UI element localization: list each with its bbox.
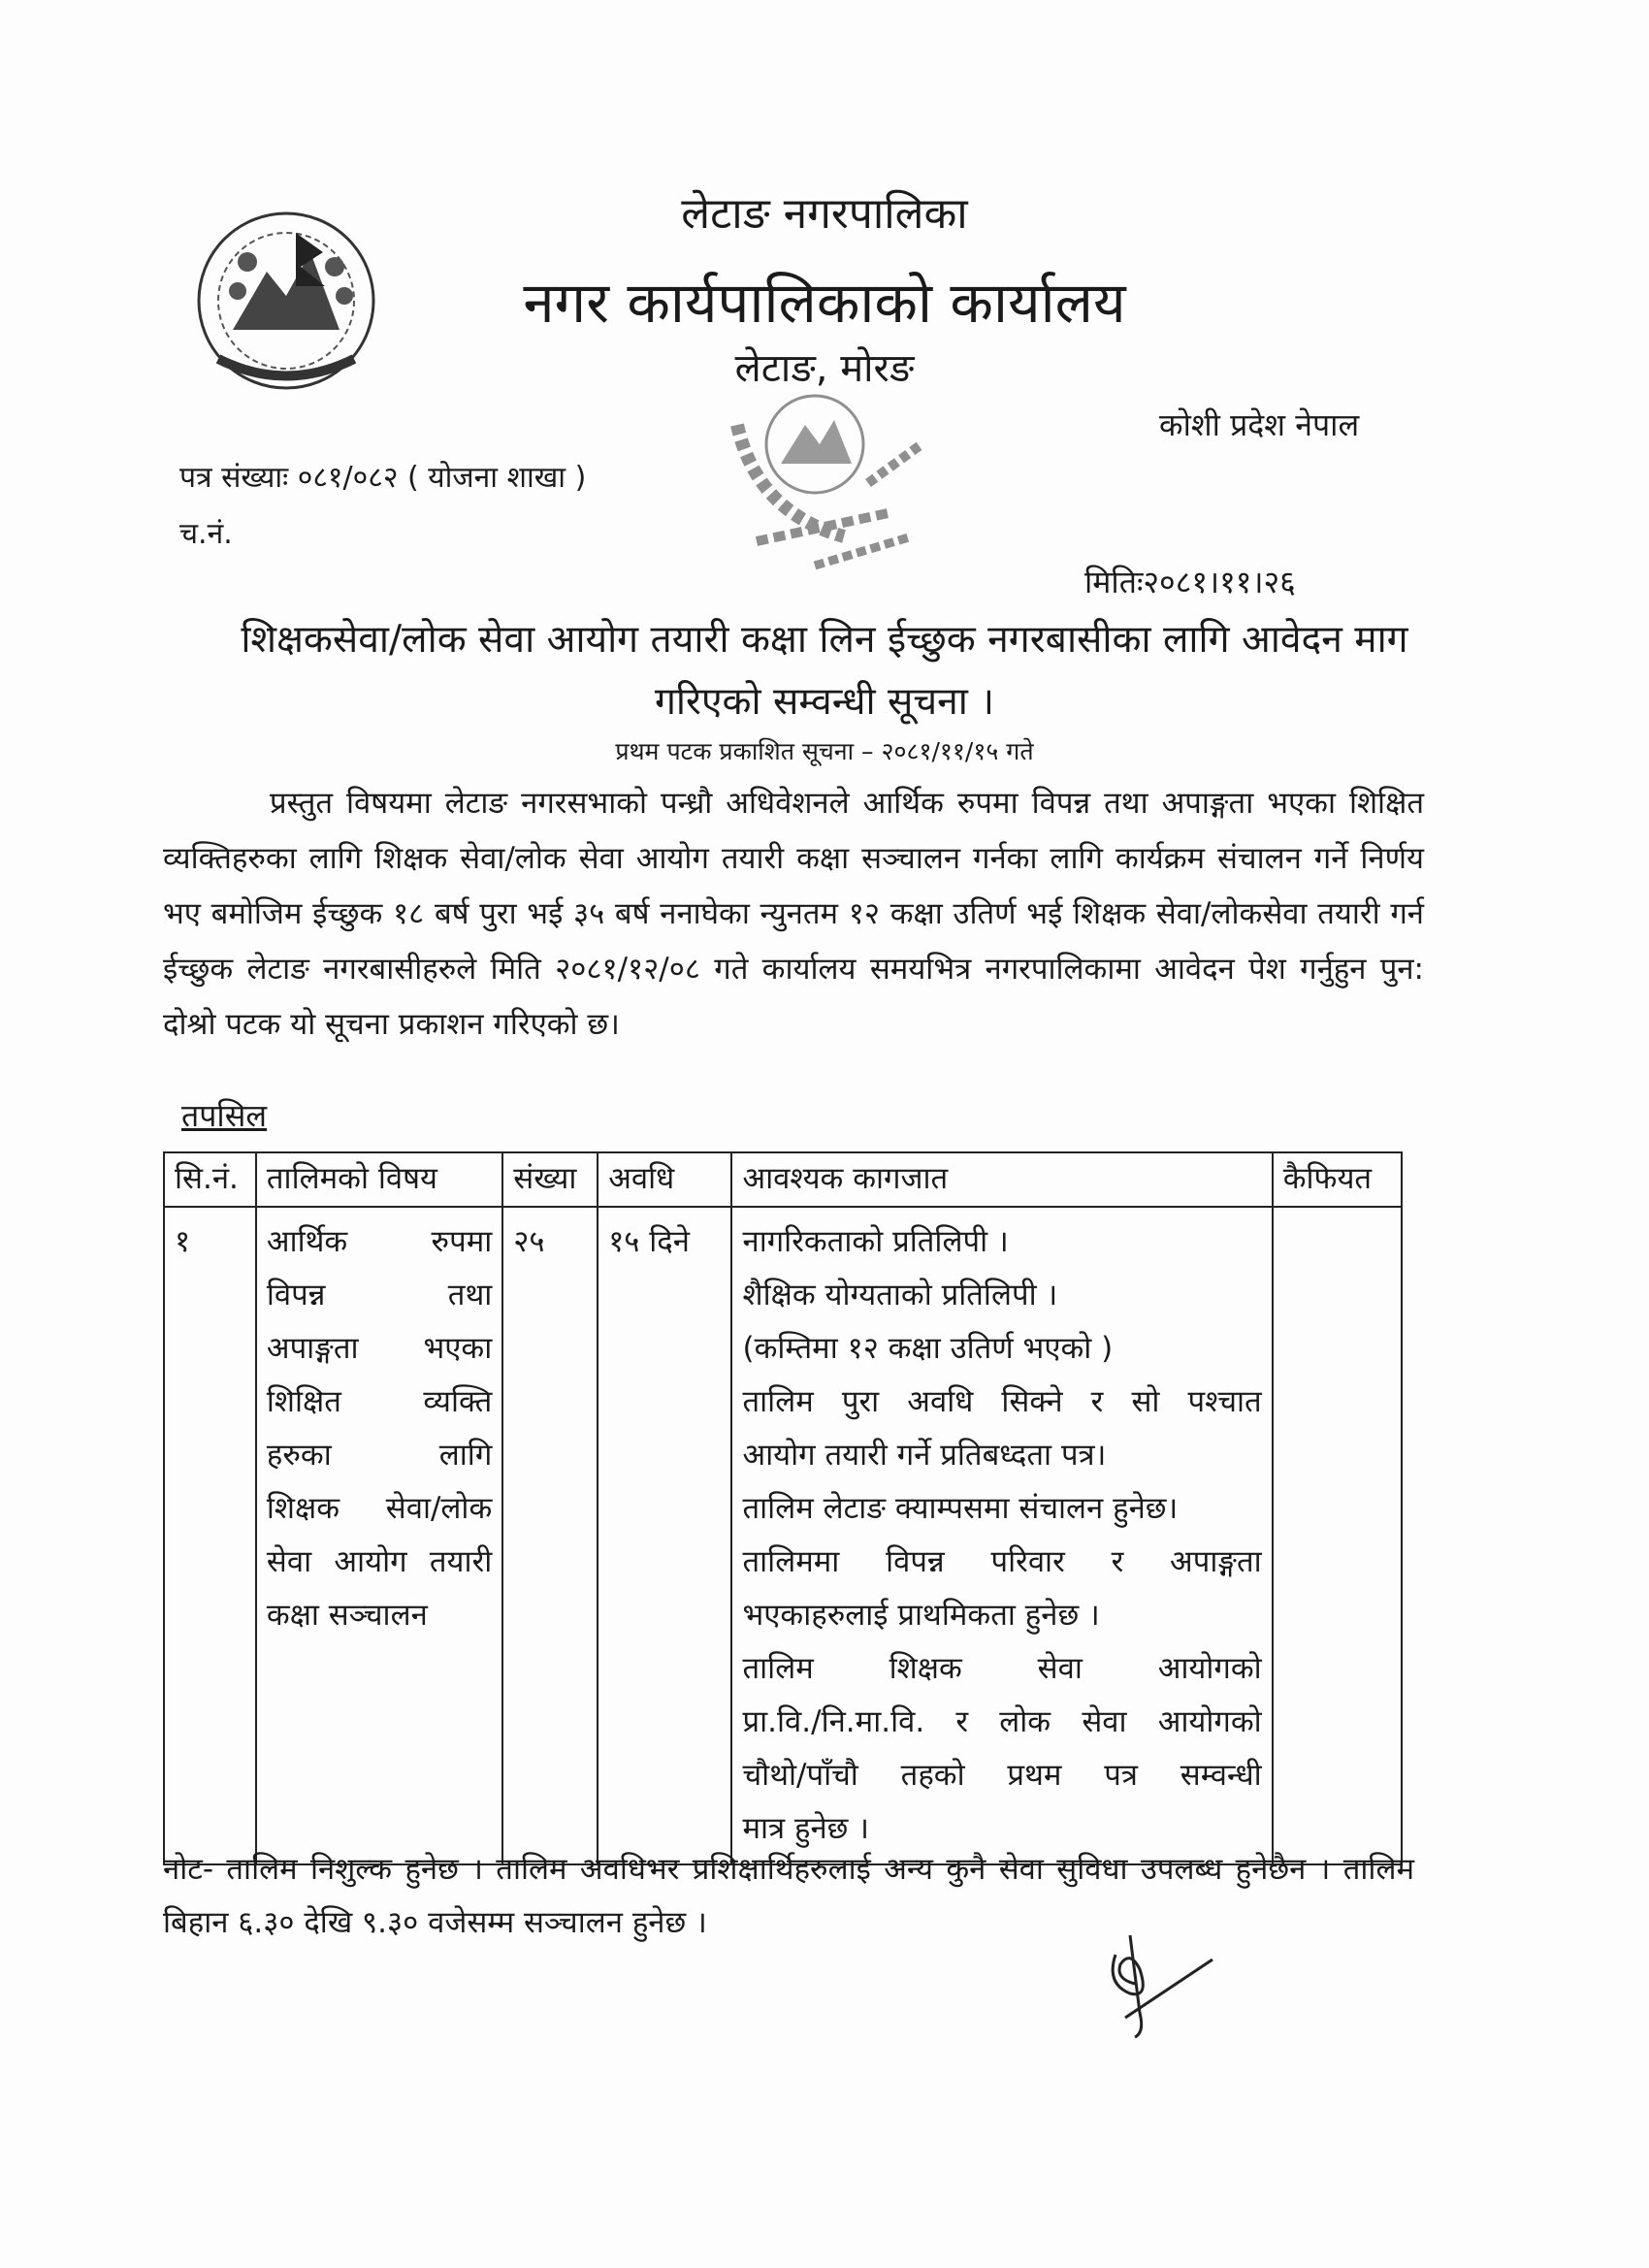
header-sn: सि.नं. bbox=[164, 1152, 256, 1207]
document-line: प्रा.वि./नि.मा.वि. र लोक सेवा आयोगको bbox=[742, 1704, 1262, 1739]
header-duration: अवधि bbox=[598, 1152, 731, 1207]
dispatch-number: च.नं. bbox=[179, 517, 233, 551]
notice-body bbox=[163, 776, 1424, 1053]
header-subject: तालिमको विषय bbox=[256, 1152, 502, 1207]
document-line: तालिम पुरा अवधि सिक्ने र सो पश्चात bbox=[742, 1384, 1262, 1419]
letter-number: पत्र संख्याः ०८१/०८२ ( योजना शाखा ) bbox=[179, 461, 587, 495]
document-line: भएकाहरुलाई प्राथमिकता हुनेछ । bbox=[742, 1598, 1100, 1633]
cell-remarks bbox=[1273, 1207, 1402, 1864]
notice-subject bbox=[146, 609, 1504, 733]
first-publication-note: प्रथम पटक प्रकाशित सूचना – २०८१/११/१५ गते bbox=[615, 737, 1034, 765]
office-stamp-icon bbox=[698, 367, 931, 570]
municipality-name: लेटाङ नगरपालिका bbox=[681, 189, 968, 239]
subject-line: शिक्षित व्यक्ति bbox=[266, 1384, 493, 1419]
subject-line: आर्थिक रुपमा bbox=[266, 1224, 493, 1259]
document-line: शैक्षिक योग्यताको प्रतिलिपी । bbox=[742, 1278, 1058, 1312]
document-line: तालिम शिक्षक सेवा आयोगको bbox=[742, 1651, 1262, 1686]
cell-documents bbox=[731, 1207, 1272, 1864]
document-line: चौथो/पाँचौ तहको प्रथम पत्र सम्वन्धी bbox=[742, 1758, 1262, 1793]
body-paragraph: प्रस्तुत विषयमा लेटाङ नगरसभाको पन्ध्रौ अधिवेशनले आर्थिक रुपमा विपन्न तथा अपाङ्गता भएका शिक्षित व्यक्तिहरुका लागि शिक्षक सेवा/लोक सेवा आयोग तयारी कक्षा सञ्चालन गर्नका लागि कार्यक्रम संचालन गर्ने निर्णय भए बमोजिम ईच्छुक १८ बर्ष पुरा भई ३५ बर्ष ननाघेका न्युनतम १२ कक्षा उतिर्ण भई शिक्षक सेवा/लोकसेवा तयारी गर्न ईच्छुक लेटाङ नगरबासीहरुले मिति २०८१/१२/०८ गते कार्यालय समयभित्र नगरपालिकामा आवेदन पेश गर्नुहुन पुन: दोश्रो पटक यो सूचना प्रकाशन गरिएको छ। bbox=[163, 786, 1424, 1042]
header-documents: आवश्यक कागजात bbox=[731, 1152, 1272, 1207]
header-count: संख्या bbox=[502, 1152, 598, 1207]
subject-line: सेवा आयोग तयारी bbox=[266, 1544, 493, 1579]
subject-line: कक्षा सञ्चालन bbox=[266, 1598, 428, 1633]
cell-sn: १ bbox=[164, 1207, 256, 1864]
subject-line: अपाङ्गता भएका bbox=[266, 1331, 493, 1366]
subject-line-2: गरिएको सम्वन्धी सूचना । bbox=[654, 680, 995, 724]
table-header-row bbox=[164, 1152, 1402, 1207]
province-name: कोशी प्रदेश नेपाल bbox=[1159, 406, 1360, 443]
office-name: नगर कार्यपालिकाको कार्यालय bbox=[523, 270, 1126, 336]
training-schedule-table bbox=[163, 1151, 1403, 1865]
cell-count: २५ bbox=[502, 1207, 598, 1864]
signature-icon bbox=[1086, 1926, 1222, 2042]
training-note: नोट- तालिम निशुल्क हुनेछ । तालिम अवधिभर प्रशिक्षार्थिहरुलाई अन्य कुनै सेवा सुविधा उपलब्ध हुनेछैन । तालिम बिहान ६.३० देखि ९.३० वजेसम्म सञ्चालन हुनेछ । bbox=[163, 1852, 1414, 1940]
header-remarks: कैफियत bbox=[1273, 1152, 1402, 1207]
subject-line: हरुका लागि bbox=[266, 1438, 493, 1473]
document-line: (कम्तिमा १२ कक्षा उतिर्ण भएको ) bbox=[742, 1331, 1114, 1366]
document-line: आयोग तयारी गर्ने प्रतिबध्दता पत्र। bbox=[742, 1438, 1107, 1473]
notice-date: मितिः२०८१।११।२६ bbox=[1084, 564, 1296, 600]
subject-line-1: शिक्षकसेवा/लोक सेवा आयोग तयारी कक्षा लिन ईच्छुक नगरबासीका लागि आवेदन माग bbox=[241, 618, 1408, 662]
cell-subject bbox=[256, 1207, 502, 1864]
document-line: नागरिकताको प्रतिलिपी । bbox=[742, 1224, 1009, 1259]
document-line: मात्र हुनेछ । bbox=[742, 1811, 870, 1846]
subject-line: विपन्न तथा bbox=[266, 1278, 493, 1312]
table-row bbox=[164, 1207, 1402, 1864]
office-location: लेटाङ, मोरङ bbox=[734, 346, 915, 391]
cell-duration: १५ दिने bbox=[598, 1207, 731, 1864]
document-line: तालिममा विपन्न परिवार र अपाङ्गता bbox=[742, 1544, 1262, 1579]
schedule-title: तपसिल bbox=[181, 1097, 268, 1134]
subject-line: शिक्षक सेवा/लोक bbox=[266, 1491, 493, 1526]
document-line: तालिम लेटाङ क्याम्पसमा संचालन हुनेछ। bbox=[742, 1491, 1179, 1526]
